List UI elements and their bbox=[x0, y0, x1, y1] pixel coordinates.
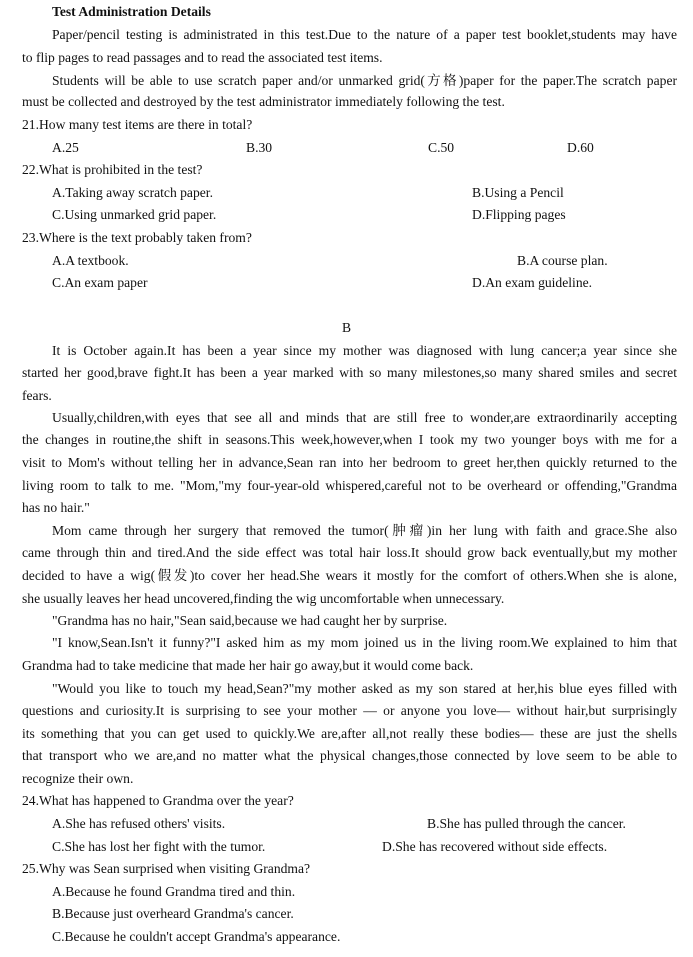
option-23-b: B.A course plan. bbox=[517, 253, 608, 268]
option-22-d: D.Flipping pages bbox=[472, 207, 566, 222]
paragraph-line: the changes in routine,the shift in seasons.This week,however,when I took my two younger boys with me for a bbox=[22, 432, 677, 447]
option-23-d: D.An exam guideline. bbox=[472, 275, 593, 290]
paragraph-line: Students will be able to use scratch paper and/or unmarked grid(方格)paper for the paper.The scratch paper bbox=[52, 73, 677, 88]
paragraph-line: Mom came through her surgery that removed the tumor(肿瘤)in her lung with faith and grace.She also bbox=[52, 523, 677, 538]
paragraph-line: fears. bbox=[22, 388, 52, 403]
paragraph-line: came through thin and tired.And the side effect was total hair loss.It should grow back eventually,but my mother bbox=[22, 545, 677, 560]
option-21-a: A.25 bbox=[52, 140, 79, 155]
paragraph-line: she usually leaves her head uncovered,finding the wig uncomfortable when unnecessary. bbox=[22, 591, 505, 606]
paragraph-line: to flip pages to read passages and to read the associated test items. bbox=[22, 50, 383, 65]
option-21-d: D.60 bbox=[567, 140, 594, 155]
option-22-c: C.Using unmarked grid paper. bbox=[52, 207, 217, 222]
paragraph-line: "I know,Sean.Isn't it funny?"I asked him as my mom joined us in the living room.We explained to him that bbox=[52, 635, 677, 650]
paragraph-line: must be collected and destroyed by the test administrator immediately following the test. bbox=[22, 94, 505, 109]
paragraph-line: Paper/pencil testing is administrated in this test.Due to the nature of a paper test booklet,students may have bbox=[52, 27, 677, 42]
option-25-c: C.Because he couldn't accept Grandma's appearance. bbox=[52, 929, 341, 944]
option-21-b: B.30 bbox=[246, 140, 273, 155]
paragraph-line: recognize their own. bbox=[22, 771, 134, 786]
option-24-b: B.She has pulled through the cancer. bbox=[427, 816, 626, 831]
paragraph-line: has no hair." bbox=[22, 500, 90, 515]
option-23-c: C.An exam paper bbox=[52, 275, 148, 290]
paragraph-line: its something that you can get used to quickly.We are,after all,not really these bodies— these are just the shells bbox=[22, 726, 677, 741]
paragraph-line: "Grandma has no hair,"Sean said,because we had caught her by surprise. bbox=[52, 613, 448, 628]
section-heading: B bbox=[341, 320, 352, 335]
question-stem-21: 21.How many test items are there in total? bbox=[22, 117, 253, 132]
paragraph-line: Usually,children,with eyes that see all and minds that are still free to wonder,are extraordinarily accepting bbox=[52, 410, 677, 425]
question-stem-24: 24.What has happened to Grandma over the year? bbox=[22, 793, 294, 808]
paragraph-line: living room to talk to me. "Mom,"my four-year-old whispered,careful not to be overheard or offending,"Grandma bbox=[22, 478, 677, 493]
paragraph-line: Grandma had to take medicine that made her hair go away,but it would come back. bbox=[22, 658, 474, 673]
option-21-c: C.50 bbox=[428, 140, 455, 155]
question-stem-22: 22.What is prohibited in the test? bbox=[22, 162, 203, 177]
question-stem-25: 25.Why was Sean surprised when visiting Grandma? bbox=[22, 861, 311, 876]
option-24-a: A.She has refused others' visits. bbox=[52, 816, 226, 831]
paragraph-line: that transport who we are,and no matter what the physical changes,those connected by love seem to be able to bbox=[22, 748, 677, 763]
paragraph-line: decided to have a wig(假发)to cover her head.She wears it mostly for the comfort of others.When she is alone, bbox=[22, 568, 677, 583]
option-25-b: B.Because just overheard Grandma's cancer. bbox=[52, 906, 294, 921]
option-24-d: D.She has recovered without side effects. bbox=[382, 839, 608, 854]
paragraph-line: started her good,brave fight.It has been a year marked with so many milestones,so many shared smiles and secret bbox=[22, 365, 677, 380]
paragraph-line: questions and curiosity.It is surprising to see your mother — or anyone you love— without hair,but surprisingly bbox=[22, 703, 677, 718]
option-22-a: A.Taking away scratch paper. bbox=[52, 185, 213, 200]
section-title: Test Administration Details bbox=[52, 4, 211, 19]
paragraph-line: "Would you like to touch my head,Sean?"my mother asked as my son stared at her,his blue eyes filled with bbox=[52, 681, 677, 696]
question-stem-23: 23.Where is the text probably taken from? bbox=[22, 230, 252, 245]
option-25-a: A.Because he found Grandma tired and thin. bbox=[52, 884, 296, 899]
option-23-a: A.A textbook. bbox=[52, 253, 129, 268]
option-24-c: C.She has lost her fight with the tumor. bbox=[52, 839, 266, 854]
option-22-b: B.Using a Pencil bbox=[472, 185, 564, 200]
paragraph-line: visit to Mom's without telling her in advance,Sean ran into her bedroom to greet her,then quickly returned to the bbox=[22, 455, 677, 470]
paragraph-line: It is October again.It has been a year since my mother was diagnosed with lung cancer;a year since she bbox=[52, 343, 677, 358]
